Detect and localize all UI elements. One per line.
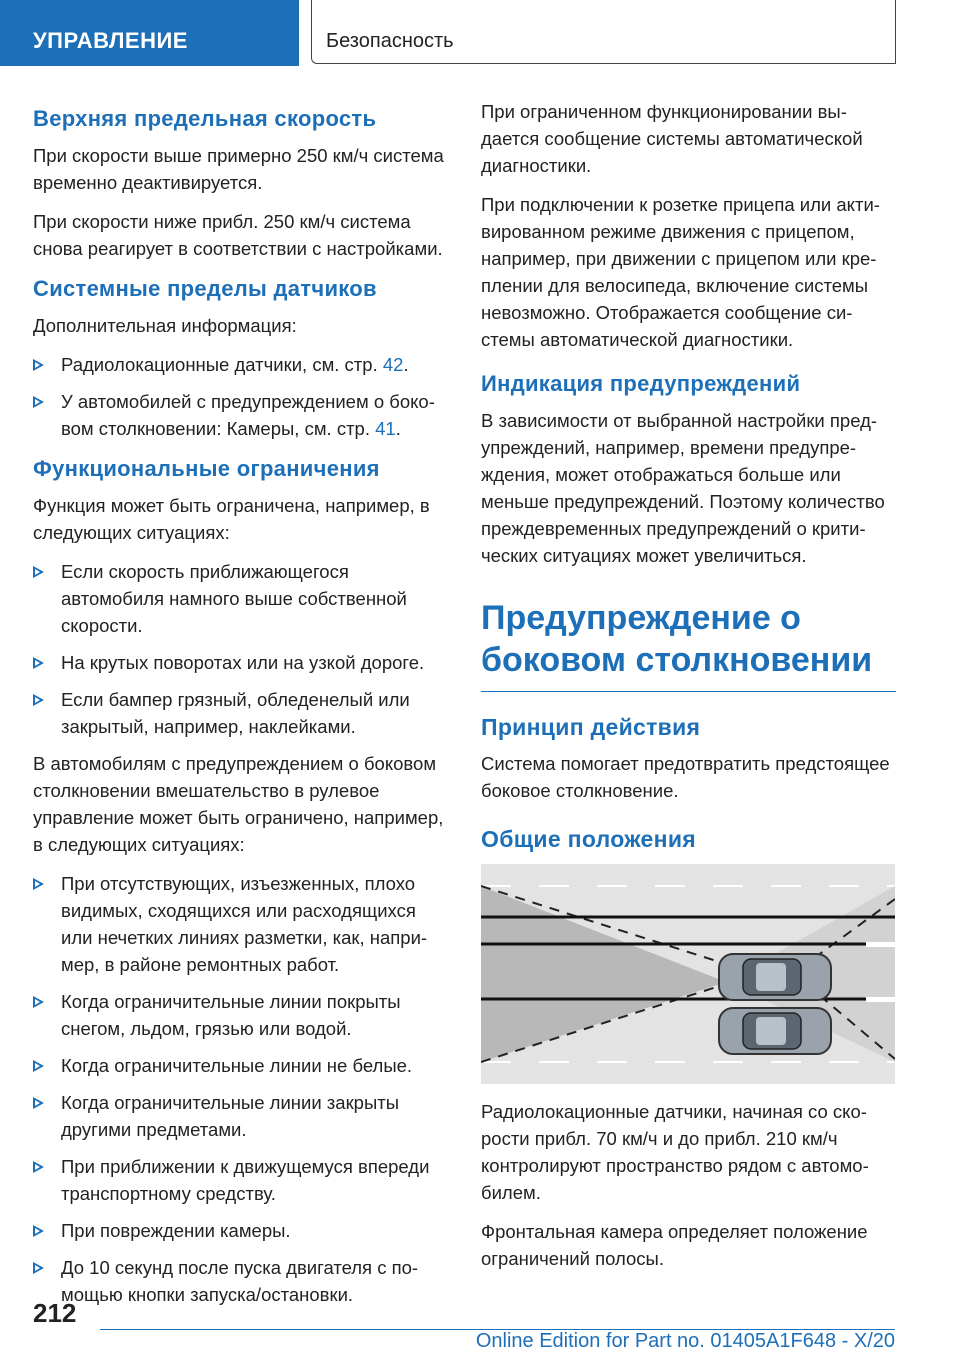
paragraph: Радиолокационные датчики, начиная со скорости прибл. 70 км/ч и до прибл. 210 км/ч контролируют пространство рядом с автомобилем. (481, 1101, 869, 1203)
list-item: На крутых поворотах или на узкой дороге. (33, 649, 448, 676)
radar-coverage-diagram (481, 864, 895, 1084)
heading-upper-speed-limit: Верхняя предельная скорость (33, 106, 377, 131)
car-icon (719, 954, 831, 1000)
page-number: 212 (33, 1298, 77, 1328)
footer-edition[interactable]: Online Edition for Part no. 01405A1F648 - X/20 (475, 1330, 895, 1352)
page-link-42[interactable]: 42 (382, 354, 404, 375)
list-item: Когда ограничительные линии покрыты снегом, льдом, грязью или водой. (33, 988, 448, 1042)
triangle-bullet-icon (33, 396, 44, 408)
lane-marking (866, 942, 895, 947)
car-icon (719, 1008, 831, 1054)
list-item: Если скорость приближающегося автомобиля намного выше собственной скорости. (33, 558, 448, 639)
heading-operating-principle: Принцип действия (481, 714, 701, 740)
triangle-bullet-icon (33, 878, 44, 890)
paragraph: В автомобилям с предупреждением о боковом столкновении вмешательство в рулевое управление может быть ограничено, например, в следующих ситуациях: (33, 753, 444, 855)
section-title: Безопасность (311, 0, 896, 64)
heading-warning-display: Индикация предупреждений (481, 371, 801, 396)
triangle-bullet-icon (33, 1060, 44, 1072)
triangle-bullet-icon (33, 1225, 44, 1237)
triangle-bullet-icon (33, 1161, 44, 1173)
bullet-list (33, 351, 448, 442)
heading-general-info: Общие положения (481, 826, 696, 852)
bullet-list (33, 870, 448, 1308)
triangle-bullet-icon (33, 359, 44, 371)
list-item: При отсутствующих, изъезженных, плохо видимых, сходящихся или расходящихся или нечетких линиях разметки, как, например, в районе ремонтных работ. (33, 870, 448, 978)
list-item: До 10 секунд после пуска двигателя с помощью кнопки запуска/остановки. (33, 1254, 448, 1308)
list-item: Когда ограничительные линии не белые. (33, 1052, 448, 1079)
paragraph: При ограниченном функционировании выдается сообщение системы автоматической диагностики. (481, 101, 863, 176)
left-column (33, 98, 448, 1318)
chapter-tab[interactable]: УПРАВЛЕНИЕ (0, 0, 299, 66)
list-item: При приближении к движущемуся впереди транспортному средству. (33, 1153, 448, 1207)
paragraph: Система помогает предотвратить предстоящее боковое столкновение. (481, 753, 890, 801)
paragraph: Фронтальная камера определяет положение ограничений полосы. (481, 1221, 868, 1269)
bullet-list (33, 558, 448, 740)
list-item: Радиолокационные датчики, см. стр. 42. (33, 351, 448, 378)
list-item: Если бампер грязный, обледенелый или закрытый, например, наклейками. (33, 686, 448, 740)
page-link-41[interactable]: 41 (375, 418, 396, 439)
paragraph: Дополнительная информация: (33, 315, 297, 336)
list-item: У автомобилей с предупреждением о боковом столкновении: Камеры, см. стр. 41. (33, 388, 448, 442)
list-item: Когда ограничительные линии закрыты другими предметами. (33, 1089, 448, 1143)
triangle-bullet-icon (33, 566, 44, 578)
right-column (481, 98, 896, 1284)
chapter-heading-side-collision-warning: Предупреждение о боковом столкновении (481, 597, 896, 692)
paragraph: При подключении к розетке прицепа или активированном режиме движения с прицепом, например, при движении с прицепом или креплении для велосипеда, включение системы невозможно. Отображается сообщение системы автоматической диагностики. (481, 194, 880, 350)
triangle-bullet-icon (33, 996, 44, 1008)
triangle-bullet-icon (33, 694, 44, 706)
paragraph: В зависимости от выбранной настройки предупреждений, например, времени предупреждения, может отображаться больше или меньше предупреждений. Поэтому количество преждевременных предупреждений о критических ситуациях может увеличиться. (481, 410, 885, 566)
paragraph: При скорости выше примерно 250 км/ч система временно деактивируется. (33, 145, 444, 193)
heading-functional-limits: Функциональные ограничения (33, 456, 380, 481)
list-item: При повреждении камеры. (33, 1217, 448, 1244)
triangle-bullet-icon (33, 657, 44, 669)
heading-sensor-limits: Системные пределы датчиков (33, 276, 377, 301)
paragraph: При скорости ниже прибл. 250 км/ч система снова реагирует в соответствии с настройками. (33, 211, 443, 259)
paragraph: Функция может быть ограничена, например, в следующих ситуациях: (33, 495, 430, 543)
lane-marking (866, 997, 895, 1002)
triangle-bullet-icon (33, 1097, 44, 1109)
triangle-bullet-icon (33, 1262, 44, 1274)
